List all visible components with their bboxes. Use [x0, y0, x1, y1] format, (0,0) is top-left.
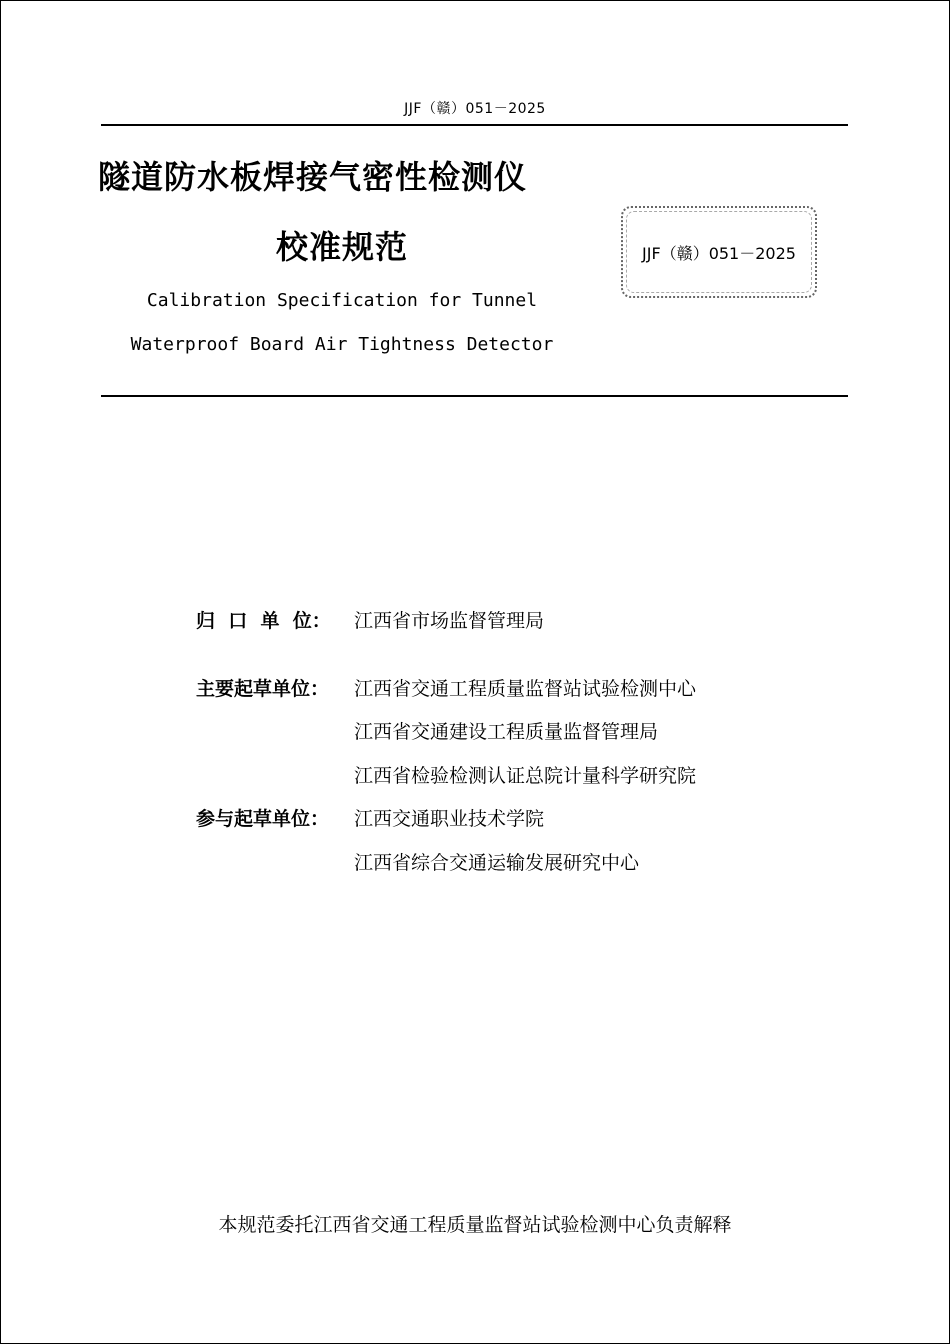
responsible-unit-label: 归 口 单 位：	[196, 610, 331, 632]
participating-drafting-label: 参与起草单位：	[196, 808, 330, 830]
participating-drafting-value-2: 江西省综合交通运输发展研究中心	[354, 851, 640, 874]
responsible-unit-value: 江西省市场监督管理局	[354, 610, 545, 632]
title-english-line-2: Waterproof Board Air Tightness Detector	[130, 334, 554, 355]
title-chinese-line-2: 校准规范	[275, 228, 408, 266]
main-drafting-value-3: 江西省检验检测认证总院计量科学研究院	[354, 764, 697, 787]
main-drafting-value-2: 江西省交通建设工程质量监督管理局	[354, 721, 659, 743]
code-box-text: JJF（赣）051－2025	[642, 243, 796, 263]
header-code: JJF（赣）051－2025	[404, 101, 546, 117]
main-drafting-value-1: 江西省交通工程质量监督站试验检测中心	[354, 677, 697, 700]
title-english-line-1: Calibration Specification for Tunnel	[146, 290, 538, 311]
title-chinese-line-1: 隧道防水板焊接气密性检测仪	[98, 158, 528, 196]
code-box	[621, 206, 817, 298]
interpretation-note: 本规范委托江西省交通工程质量监督站试验检测中心负责解释	[218, 1214, 732, 1236]
main-drafting-label: 主要起草单位：	[196, 677, 330, 700]
top-rule	[101, 124, 848, 126]
bottom-rule	[101, 395, 848, 397]
participating-drafting-value-1: 江西交通职业技术学院	[354, 808, 545, 830]
